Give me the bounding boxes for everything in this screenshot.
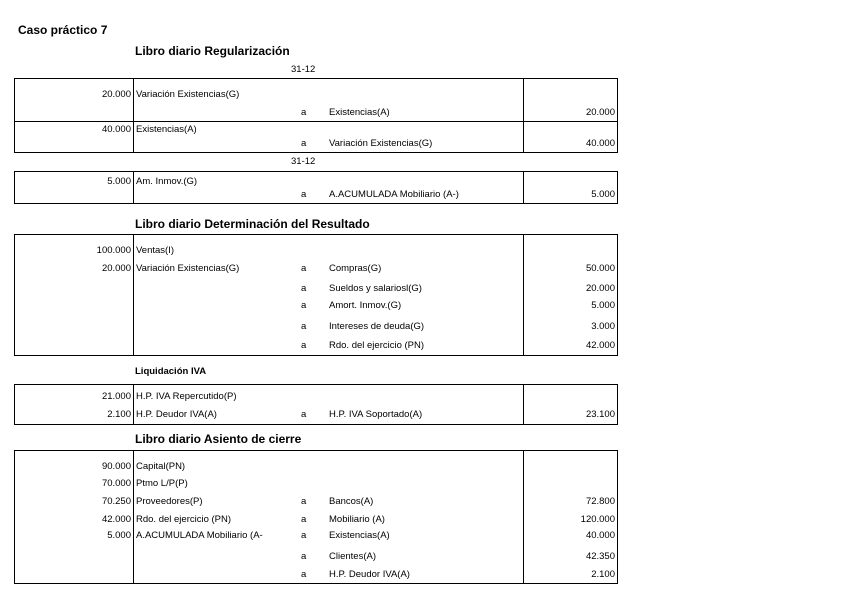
a-connector: a xyxy=(301,496,307,507)
a-connector: a xyxy=(301,340,307,351)
a-connector: a xyxy=(301,263,307,274)
debe-account: Am. Inmov.(G) xyxy=(136,176,198,187)
debe-amount: 40.000 xyxy=(101,124,131,135)
haber-account: Existencias(A) xyxy=(329,107,390,118)
haber-amount: 40.000 xyxy=(585,138,615,149)
column-divider xyxy=(133,384,134,425)
debe-account: Existencias(A) xyxy=(136,124,197,135)
regularizacion-table-2 xyxy=(14,171,618,204)
haber-amount: 3.000 xyxy=(591,321,615,332)
haber-amount: 2.100 xyxy=(591,569,615,580)
cierre-heading: Libro diario Asiento de cierre xyxy=(135,432,302,446)
debe-account: Ptmo L/P(P) xyxy=(136,478,188,489)
haber-account: Bancos(A) xyxy=(329,496,374,507)
haber-account: H.P. Deudor IVA(A) xyxy=(329,569,410,580)
debe-account: H.P. IVA Repercutido(P) xyxy=(136,391,237,402)
haber-amount: 42.350 xyxy=(585,551,615,562)
haber-amount: 40.000 xyxy=(585,530,615,541)
regularizacion-heading: Libro diario Regularización xyxy=(135,44,290,58)
a-connector: a xyxy=(301,514,307,525)
haber-amount: 42.000 xyxy=(585,340,615,351)
a-connector: a xyxy=(301,107,307,118)
haber-amount: 20.000 xyxy=(585,283,615,294)
debe-account: A.ACUMULADA Mobiliario (A- xyxy=(136,530,263,541)
haber-account: Mobiliario (A) xyxy=(329,514,385,525)
column-divider xyxy=(523,384,524,425)
column-divider xyxy=(133,450,134,584)
debe-account: Ventas(I) xyxy=(136,245,175,256)
column-divider xyxy=(133,78,134,153)
column-divider xyxy=(523,78,524,153)
debe-account: Variación Existencias(G) xyxy=(136,263,240,274)
debe-amount: 21.000 xyxy=(101,391,131,402)
debe-amount: 90.000 xyxy=(101,461,131,472)
debe-account: Variación Existencias(G) xyxy=(136,89,240,100)
haber-account: Compras(G) xyxy=(329,263,382,274)
regularizacion-date-1: 31-12 xyxy=(291,64,316,75)
haber-account: Sueldos y salariosl(G) xyxy=(329,283,422,294)
haber-account: Intereses de deuda(G) xyxy=(329,321,425,332)
a-connector: a xyxy=(301,551,307,562)
debe-account: Capital(PN) xyxy=(136,461,186,472)
debe-amount: 20.000 xyxy=(101,263,131,274)
a-connector: a xyxy=(301,189,307,200)
debe-amount: 5.000 xyxy=(107,176,131,187)
a-connector: a xyxy=(301,138,307,149)
column-divider xyxy=(133,234,134,356)
haber-account: Amort. Inmov.(G) xyxy=(329,300,402,311)
debe-amount: 5.000 xyxy=(107,530,131,541)
haber-account: Variación Existencias(G) xyxy=(329,138,433,149)
debe-amount: 42.000 xyxy=(101,514,131,525)
haber-account: Rdo. del ejercicio (PN) xyxy=(329,340,425,351)
haber-amount: 5.000 xyxy=(591,189,615,200)
resultado-heading: Libro diario Determinación del Resultado xyxy=(135,217,370,231)
debe-amount: 70.000 xyxy=(101,478,131,489)
haber-account: Existencias(A) xyxy=(329,530,390,541)
debe-amount: 100.000 xyxy=(96,245,131,256)
haber-amount: 120.000 xyxy=(580,514,615,525)
a-connector: a xyxy=(301,300,307,311)
haber-amount: 5.000 xyxy=(591,300,615,311)
haber-amount: 20.000 xyxy=(585,107,615,118)
a-connector: a xyxy=(301,283,307,294)
row-divider xyxy=(14,121,618,122)
haber-account: Clientes(A) xyxy=(329,551,376,562)
haber-account: A.ACUMULADA Mobiliario (A-) xyxy=(329,189,459,200)
a-connector: a xyxy=(301,530,307,541)
debe-account: H.P. Deudor IVA(A) xyxy=(136,409,217,420)
page-title: Caso práctico 7 xyxy=(18,23,108,37)
column-divider xyxy=(133,171,134,204)
debe-account: Proveedores(P) xyxy=(136,496,203,507)
column-divider xyxy=(523,450,524,584)
haber-amount: 72.800 xyxy=(585,496,615,507)
a-connector: a xyxy=(301,409,307,420)
haber-amount: 23.100 xyxy=(585,409,615,420)
column-divider xyxy=(523,234,524,356)
regularizacion-date-2: 31-12 xyxy=(291,156,316,167)
a-connector: a xyxy=(301,321,307,332)
debe-amount: 20.000 xyxy=(101,89,131,100)
column-divider xyxy=(523,171,524,204)
haber-amount: 50.000 xyxy=(585,263,615,274)
a-connector: a xyxy=(301,569,307,580)
debe-account: Rdo. del ejercicio (PN) xyxy=(136,514,232,525)
iva-heading: Liquidación IVA xyxy=(135,366,207,377)
debe-amount: 70.250 xyxy=(101,496,131,507)
debe-amount: 2.100 xyxy=(107,409,131,420)
haber-account: H.P. IVA Soportado(A) xyxy=(329,409,423,420)
